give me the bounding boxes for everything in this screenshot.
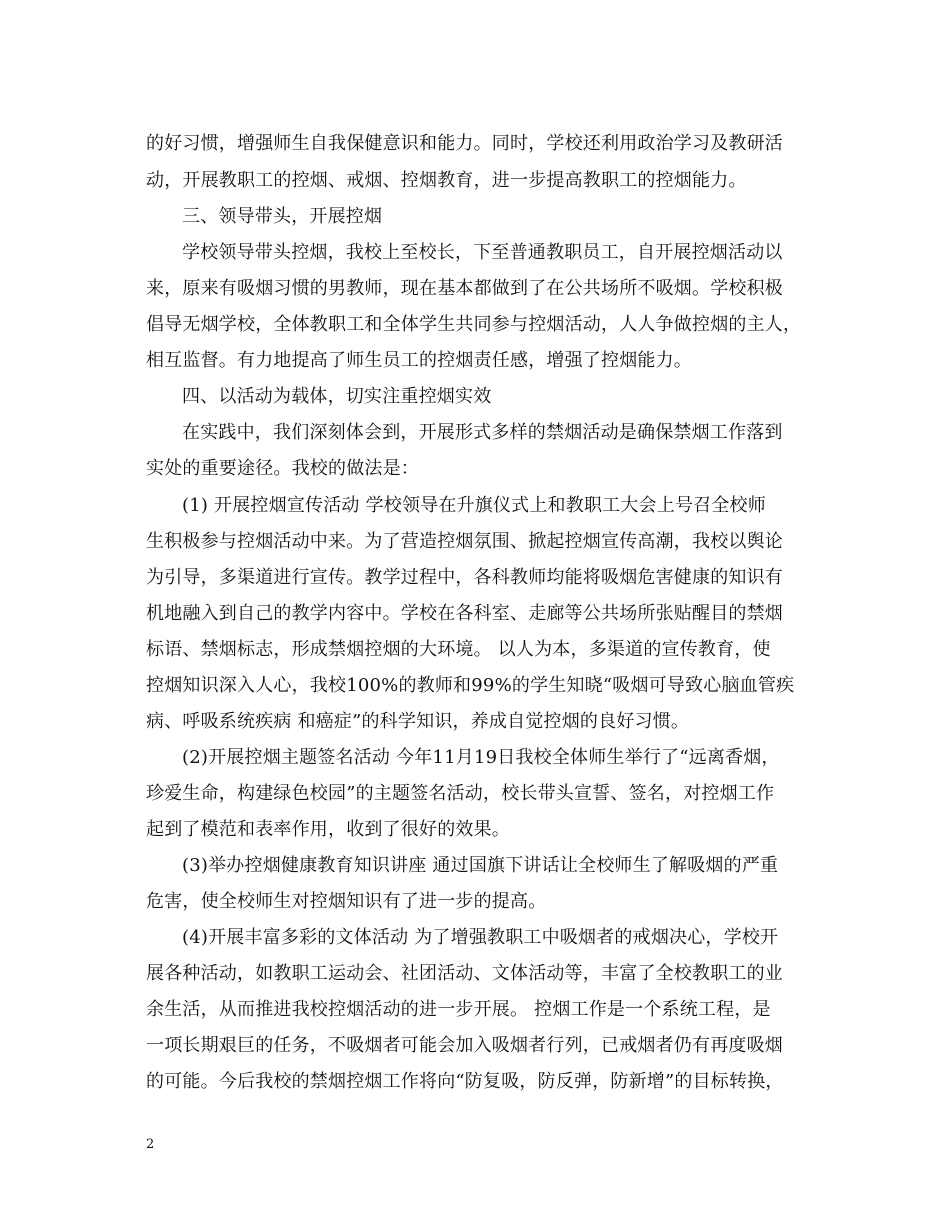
body-line: (4)开展丰富多彩的文体活动 为了增强教职工中吸烟者的戒烟决心，学校开 <box>182 927 779 948</box>
page-number: 2 <box>146 1137 155 1152</box>
body-line: 起到了模范和表率作用，收到了很好的效果。 <box>146 819 510 840</box>
section-heading: 三、领导带头，开展控烟 <box>182 206 383 227</box>
body-line: (3)举办控烟健康教育知识讲座 通过国旗下讲话让全校师生了解吸烟的严重 <box>182 855 779 876</box>
body-line: 的好习惯，增强师生自我保健意识和能力。同时，学校还利用政治学习及教研活 <box>146 133 783 154</box>
body-line: 病、呼吸系统疾病 和癌症”的科学知识，养成自觉控烟的良好习惯。 <box>146 711 690 732</box>
body-line: 一项长期艰巨的任务，不吸烟者可能会加入吸烟者行列，已戒烟者仍有再度吸烟 <box>146 1035 783 1056</box>
body-line: (1) 开展控烟宣传活动 学校领导在升旗仪式上和教职工大会上号召全校师 <box>182 495 766 516</box>
body-line: 学校领导带头控烟，我校上至校长，下至普通教职员工，自开展控烟活动以 <box>182 242 783 263</box>
body-line: 为引导，多渠道进行宣传。教学过程中，各科教师均能将吸烟危害健康的知识有 <box>146 567 783 588</box>
body-line: 珍爱生命，构建绿色校园”的主题签名活动，校长带头宣誓、签名，对控烟工作 <box>146 783 775 804</box>
body-line: 动，开展教职工的控烟、戒烟、控烟教育，进一步提高教职工的控烟能力。 <box>146 170 747 191</box>
section-heading: 四、以活动为载体，切实注重控烟实效 <box>182 386 492 407</box>
body-line: 余生活，从而推进我校控烟活动的进一步开展。 控烟工作是一个系统工程，是 <box>146 999 771 1020</box>
body-line: 在实践中，我们深刻体会到，开展形式多样的禁烟活动是确保禁烟工作落到 <box>182 422 783 443</box>
body-line: 来，原来有吸烟习惯的男教师，现在基本都做到了在公共场所不吸烟。学校积极 <box>146 278 783 299</box>
body-line: 控烟知识深入人心，我校100%的教师和99%的学生知晓“吸烟可导致心脑血管疾 <box>146 675 795 696</box>
body-line: 机地融入到自己的教学内容中。学校在各科室、走廊等公共场所张贴醒目的禁烟 <box>146 603 783 624</box>
body-line: (2)开展控烟主题签名活动 今年11月19日我校全体师生举行了“远离香烟， <box>182 747 780 768</box>
body-line: 相互监督。有力地提高了师生员工的控烟责任感，增强了控烟能力。 <box>146 350 692 371</box>
body-line: 危害，使全校师生对控烟知识有了进一步的提高。 <box>146 891 547 912</box>
body-line: 实处的重要途径。我校的做法是： <box>146 458 419 479</box>
body-line: 生积极参与控烟活动中来。为了营造控烟氛围、掀起控烟宣传高潮，我校以舆论 <box>146 531 783 552</box>
body-line: 展各种活动，如教职工运动会、社团活动、文体活动等，丰富了全校教职工的业 <box>146 963 783 984</box>
body-line: 标语、禁烟标志，形成禁烟控烟的大环境。 以人为本，多渠道的宣传教育，使 <box>146 639 771 660</box>
body-line: 的可能。今后我校的禁烟控烟工作将向“防复吸，防反弹，防新增”的目标转换， <box>146 1071 784 1092</box>
body-line: 倡导无烟学校，全体教职工和全体学生共同参与控烟活动，人人争做控烟的主人， <box>146 314 802 335</box>
